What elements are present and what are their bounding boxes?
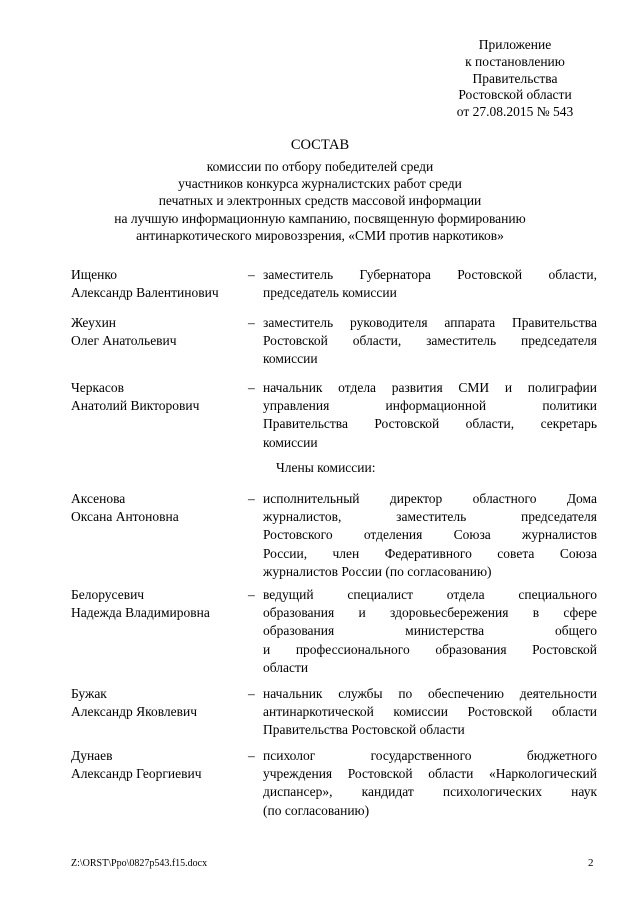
member-entry bbox=[0, 747, 640, 827]
dash-separator: – bbox=[248, 315, 255, 330]
position-line: Правительства Ростовской области bbox=[263, 722, 465, 738]
member-name bbox=[71, 685, 251, 721]
member-given-name: Александр Яковлевич bbox=[71, 704, 198, 720]
member-surname: Аксенова bbox=[71, 491, 126, 506]
member-surname: Белорусевич bbox=[71, 587, 145, 602]
position-line: начальник службы по обеспечению деятельности bbox=[263, 686, 597, 701]
position-line: председатель комиссии bbox=[263, 285, 397, 301]
member-surname: Черкасов bbox=[71, 380, 124, 395]
position-line: Правительства Ростовской области, секретарь bbox=[263, 416, 597, 432]
dash-separator: – bbox=[248, 686, 255, 701]
position-line: диспансер», кандидат психологических наук bbox=[263, 784, 597, 800]
dash-separator: – bbox=[248, 267, 255, 282]
appendix-line: Правительства bbox=[472, 70, 558, 86]
position-line: заместитель руководителя аппарата Правительства bbox=[263, 315, 597, 330]
position-line: журналистов, заместитель председателя bbox=[263, 509, 597, 525]
member-given-name: Александр Валентинович bbox=[71, 285, 219, 301]
member-name bbox=[71, 379, 251, 415]
appendix-line: к постановлению bbox=[465, 53, 565, 69]
member-position bbox=[263, 586, 597, 677]
member-position bbox=[263, 490, 597, 581]
dash-separator: – bbox=[248, 491, 255, 506]
position-line: (по согласованию) bbox=[263, 802, 370, 818]
member-position bbox=[263, 685, 597, 740]
position-line: журналистов России (по согласованию) bbox=[263, 563, 492, 579]
member-surname: Жеухин bbox=[71, 315, 117, 330]
subtitle-line: печатных и электронных средств массовой информации bbox=[158, 193, 482, 209]
member-name bbox=[71, 314, 251, 350]
member-given-name: Александр Георгиевич bbox=[71, 766, 202, 782]
position-line: образования и здоровьесбережения в сфере bbox=[263, 605, 597, 621]
position-line: психолог государственного бюджетного bbox=[263, 748, 597, 763]
member-given-name: Олег Анатольевич bbox=[71, 333, 177, 349]
position-line: ведущий специалист отдела специального bbox=[263, 587, 597, 602]
member-name bbox=[71, 747, 251, 783]
member-given-name: Анатолий Викторович bbox=[71, 398, 200, 414]
member-position bbox=[263, 747, 597, 820]
subtitle-line: на лучшую информационную кампанию, посвященную формированию bbox=[114, 210, 526, 226]
position-line: управления информационной политики bbox=[263, 398, 597, 414]
subtitle-line: участников конкурса журналистских работ среди bbox=[178, 176, 462, 192]
position-line: области bbox=[263, 659, 309, 675]
subtitle-line: антинаркотического мировоззрения, «СМИ против наркотиков» bbox=[136, 227, 504, 243]
position-line: комиссии bbox=[263, 434, 318, 450]
dash-separator: – bbox=[248, 380, 255, 395]
member-entry bbox=[0, 379, 640, 459]
member-position bbox=[263, 314, 597, 369]
position-line: России, член Федеративного совета Союза bbox=[263, 545, 597, 561]
member-name bbox=[71, 490, 251, 526]
document-subtitle bbox=[0, 158, 640, 244]
appendix-block bbox=[390, 37, 640, 121]
position-line: антинаркотической комиссии Ростовской области bbox=[263, 704, 597, 720]
dash-separator: – bbox=[248, 748, 255, 763]
member-entry bbox=[0, 490, 640, 579]
member-surname: Бужак bbox=[71, 686, 107, 701]
footer-file-path: Z:\ORST\Ppo\0827p543.f15.docx bbox=[71, 858, 208, 869]
member-entry bbox=[0, 586, 640, 675]
appendix-line: Приложение bbox=[478, 37, 552, 52]
page-number: 2 bbox=[588, 857, 594, 869]
members-heading: Члены комиссии: bbox=[276, 460, 376, 475]
appendix-line: от 27.08.2015 № 543 bbox=[456, 104, 574, 120]
subtitle-line: комиссии по отбору победителей среди bbox=[206, 159, 434, 174]
member-surname: Дунаев bbox=[71, 748, 113, 763]
position-line: исполнительный директор областного Дома bbox=[263, 491, 597, 506]
position-line: и профессионального образования Ростовской bbox=[263, 641, 597, 657]
position-line: учреждения Ростовской области «Наркологический bbox=[263, 766, 597, 782]
member-given-name: Надежда Владимировна bbox=[71, 605, 210, 621]
position-line: заместитель Губернатора Ростовской области, bbox=[263, 267, 597, 282]
position-line: комиссии bbox=[263, 351, 318, 367]
appendix-line: Ростовской области bbox=[458, 87, 572, 103]
member-surname: Ищенко bbox=[71, 267, 117, 282]
dash-separator: – bbox=[248, 587, 255, 602]
position-line: начальник отдела развития СМИ и полиграфии bbox=[263, 380, 597, 395]
position-line: образования министерства общего bbox=[263, 623, 597, 639]
document-title: СОСТАВ bbox=[290, 137, 350, 153]
position-line: Ростовской области, заместитель председателя bbox=[263, 333, 597, 349]
member-position bbox=[263, 379, 597, 452]
member-given-name: Оксана Антоновна bbox=[71, 509, 179, 525]
member-position bbox=[263, 266, 597, 302]
member-name bbox=[71, 586, 251, 622]
position-line: Ростовского отделения Союза журналистов bbox=[263, 527, 597, 543]
member-name bbox=[71, 266, 251, 302]
